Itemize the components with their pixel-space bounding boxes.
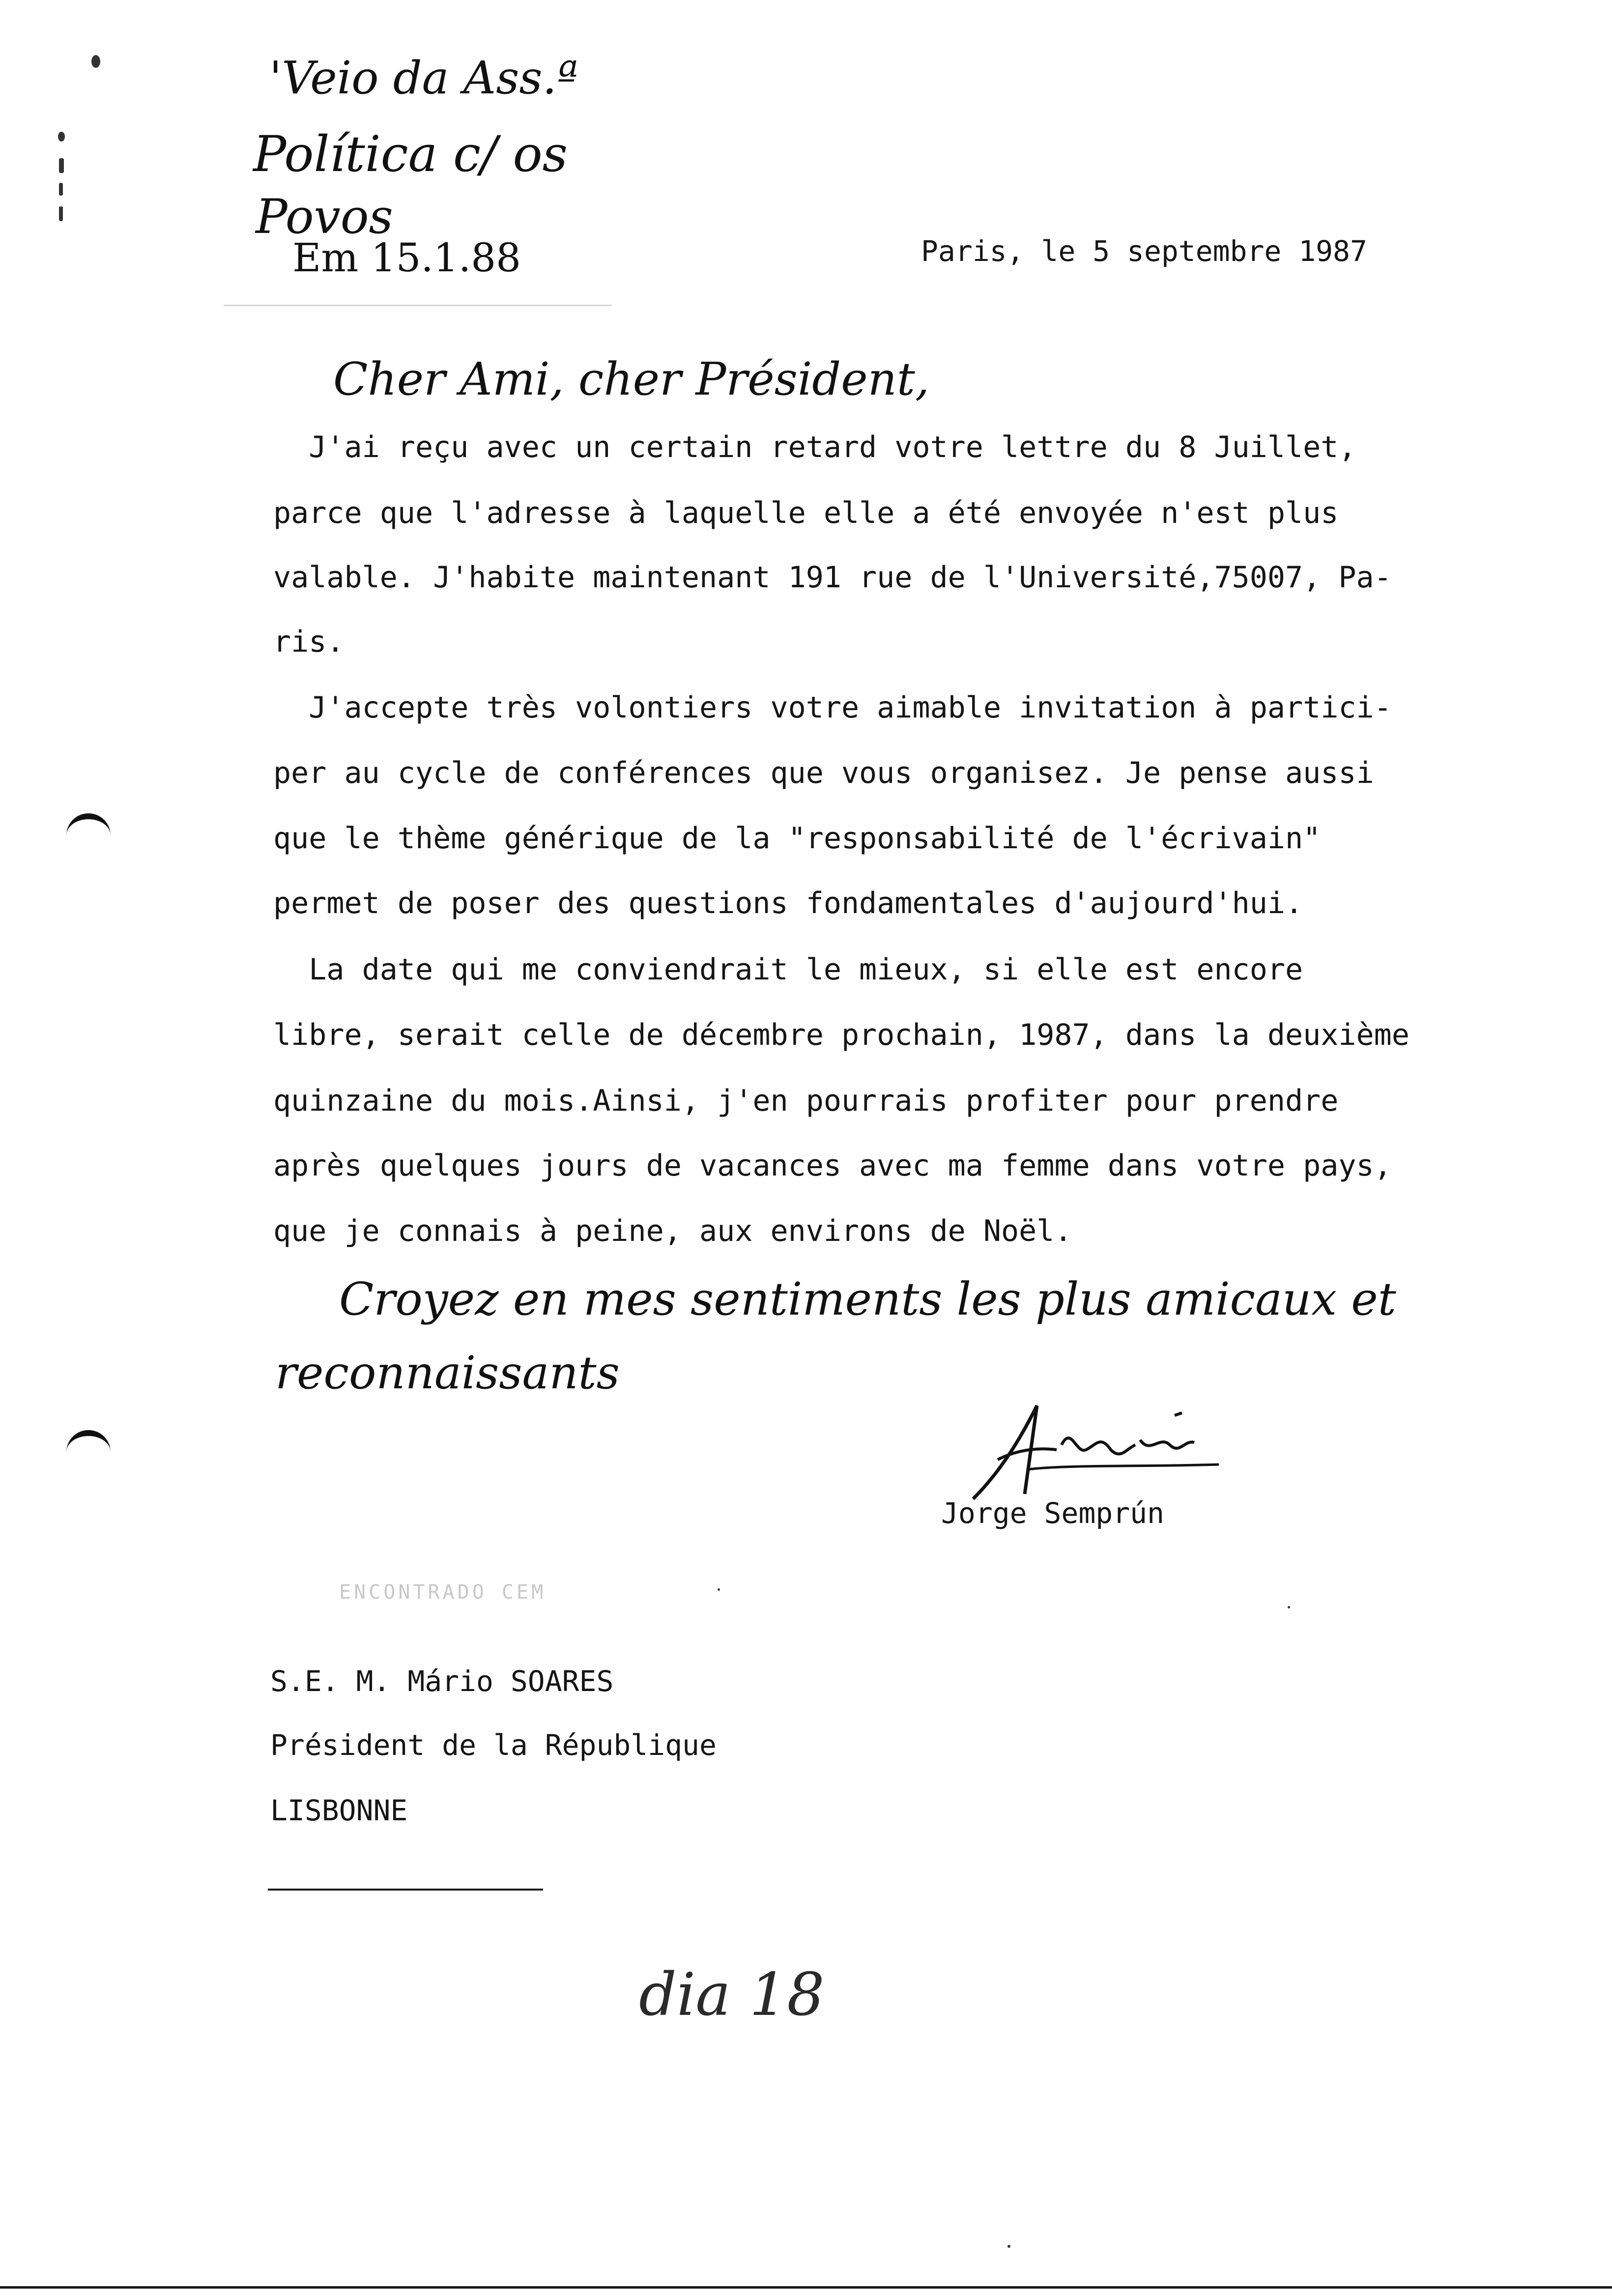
- annotation-underline: [224, 305, 612, 306]
- body-line: parce que l'adresse à laquelle elle a été envoyée n'est plus: [273, 496, 1339, 530]
- salutation: Cher Ami, cher Président,: [333, 353, 930, 405]
- body-line: que je connais à peine, aux environs de Noël.: [273, 1214, 1072, 1248]
- annotation-line-1: 'Veio da Ass.ª: [269, 52, 578, 104]
- signature-scribble: [963, 1396, 1238, 1509]
- body-line: que le thème générique de la "responsabilité de l'écrivain": [273, 821, 1321, 856]
- margin-mark: [91, 55, 100, 68]
- faded-stamp: ENCONTRADO CEM: [339, 1581, 547, 1604]
- closing-line-2: reconnaissants: [275, 1347, 620, 1399]
- annotation-line-4: Em 15.1.88: [292, 235, 521, 281]
- bottom-note: dia 18: [639, 1961, 825, 2029]
- annotation-line-2: Política c/ os: [253, 125, 568, 183]
- body-line: libre, serait celle de décembre prochain, 1987, dans la deuxième: [273, 1018, 1410, 1052]
- dust-speck: [718, 1588, 720, 1591]
- body-line: permet de poser des questions fondamentales d'aujourd'hui.: [273, 886, 1303, 920]
- margin-mark: [58, 132, 65, 142]
- place-date: Paris, le 5 septembre 1987: [921, 234, 1367, 268]
- recipient-line-1: S.E. M. Mário SOARES: [270, 1665, 614, 1698]
- closing-line-1: Croyez en mes sentiments les plus amicaux et: [339, 1273, 1396, 1325]
- margin-mark: [59, 183, 63, 196]
- signature-name: Jorge Semprún: [941, 1496, 1164, 1530]
- body-line: valable. J'habite maintenant 191 rue de l'Université,75007, Pa-: [273, 560, 1392, 595]
- dust-speck: [1008, 2245, 1010, 2248]
- body-line: La date qui me conviendrait le mieux, si elle est encore: [273, 952, 1303, 987]
- margin-mark: [59, 206, 63, 221]
- body-line: J'ai reçu avec un certain retard votre lettre du 8 Juillet,: [273, 430, 1356, 464]
- body-line: quinzaine du mois.Ainsi, j'en pourrais profiter pour prendre: [273, 1084, 1339, 1118]
- punch-hole-mark: [66, 1430, 111, 1465]
- recipient-line-2: Président de la République: [270, 1728, 717, 1762]
- punch-hole-mark: [66, 813, 111, 849]
- body-line: per au cycle de conférences que vous organisez. Je pense aussi: [273, 756, 1374, 790]
- body-line: J'accepte très volontiers votre aimable invitation à partici-: [273, 690, 1392, 725]
- body-line: après quelques jours de vacances avec ma femme dans votre pays,: [273, 1148, 1392, 1183]
- dust-speck: [1288, 1606, 1290, 1608]
- body-line: ris.: [273, 625, 345, 659]
- recipient-line-3: LISBONNE: [270, 1794, 408, 1827]
- page-bottom-rule: [0, 2286, 1612, 2289]
- recipient-underline: [268, 1889, 543, 1891]
- annotation-line-3: Povos: [256, 189, 393, 244]
- margin-mark: [59, 158, 64, 173]
